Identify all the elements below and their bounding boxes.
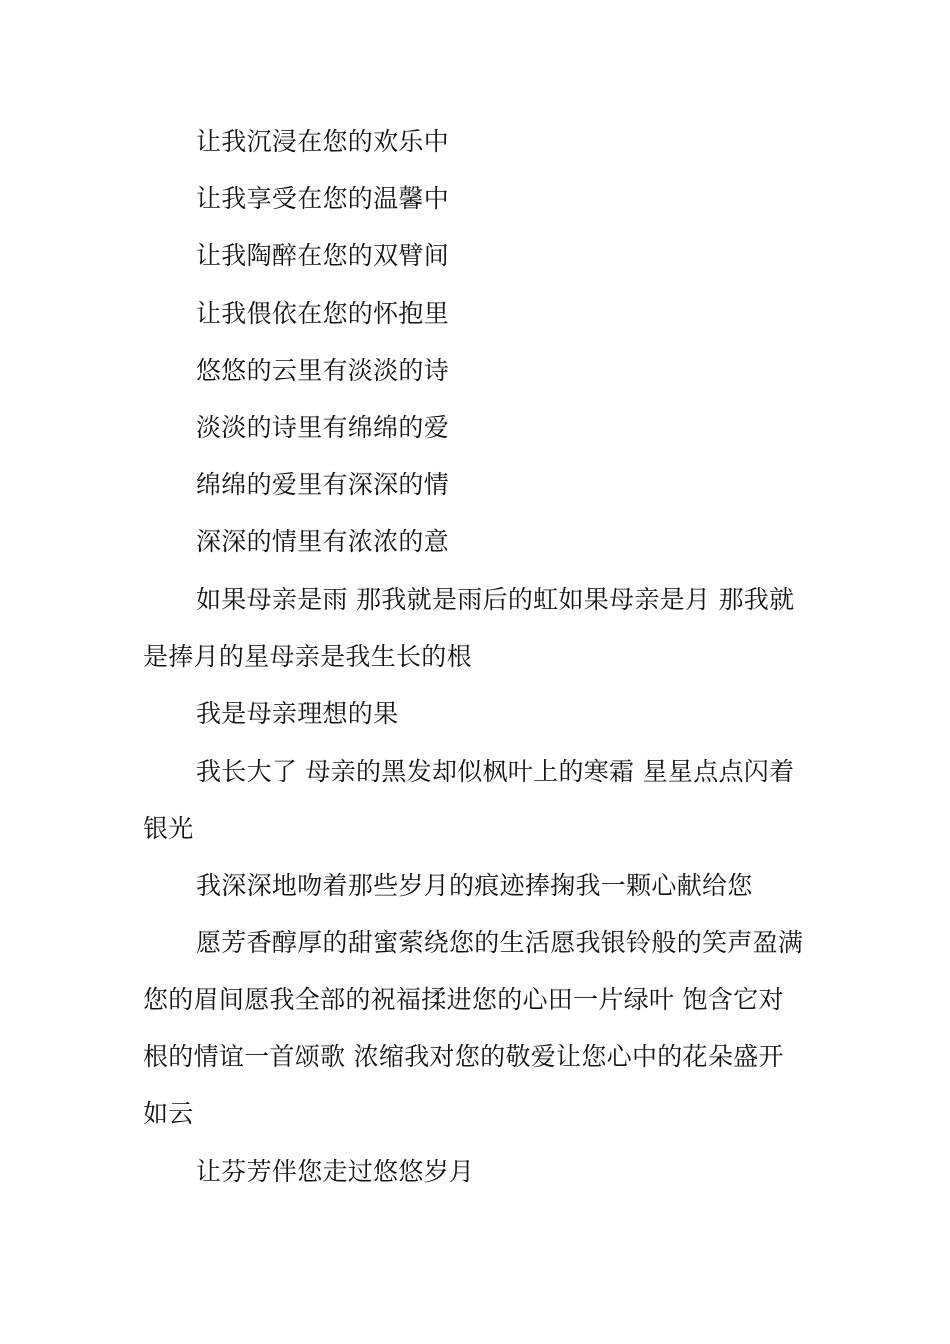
paragraph-7: 绵绵的爱里有深深的情 [196, 470, 450, 499]
paragraph-14: 让芬芳伴您走过悠悠岁月 [196, 1157, 475, 1186]
paragraph-11: 我长大了 母亲的黑发却似枫叶上的寒霜 星星点点闪着银光 [143, 757, 795, 843]
paragraph-10: 我是母亲理想的果 [196, 699, 399, 728]
paragraph-1: 让我沉浸在您的欢乐中 [196, 127, 450, 156]
paragraph-3: 让我陶醉在您的双臂间 [196, 241, 450, 270]
paragraph-13: 愿芳香醇厚的甜蜜萦绕您的生活愿我银铃般的笑声盈满您的眉间愿我全部的祝福揉进您的心田一片绿叶 饱含它对根的情谊一首颂歌 浓缩我对您的敬爱让您心中的花朵盛开如云 [143, 928, 804, 1128]
paragraph-6: 淡淡的诗里有绵绵的爱 [196, 413, 450, 442]
paragraph-9: 如果母亲是雨 那我就是雨后的虹如果母亲是月 那我就是捧月的星母亲是我生长的根 [143, 585, 795, 671]
paragraph-12: 我深深地吻着那些岁月的痕迹捧掬我一颗心献给您 [196, 871, 753, 900]
paragraph-4: 让我偎依在您的怀抱里 [196, 299, 450, 328]
paragraph-8: 深深的情里有浓浓的意 [196, 527, 450, 556]
paragraph-5: 悠悠的云里有淡淡的诗 [196, 356, 450, 385]
paragraph-2: 让我享受在您的温馨中 [196, 184, 450, 213]
